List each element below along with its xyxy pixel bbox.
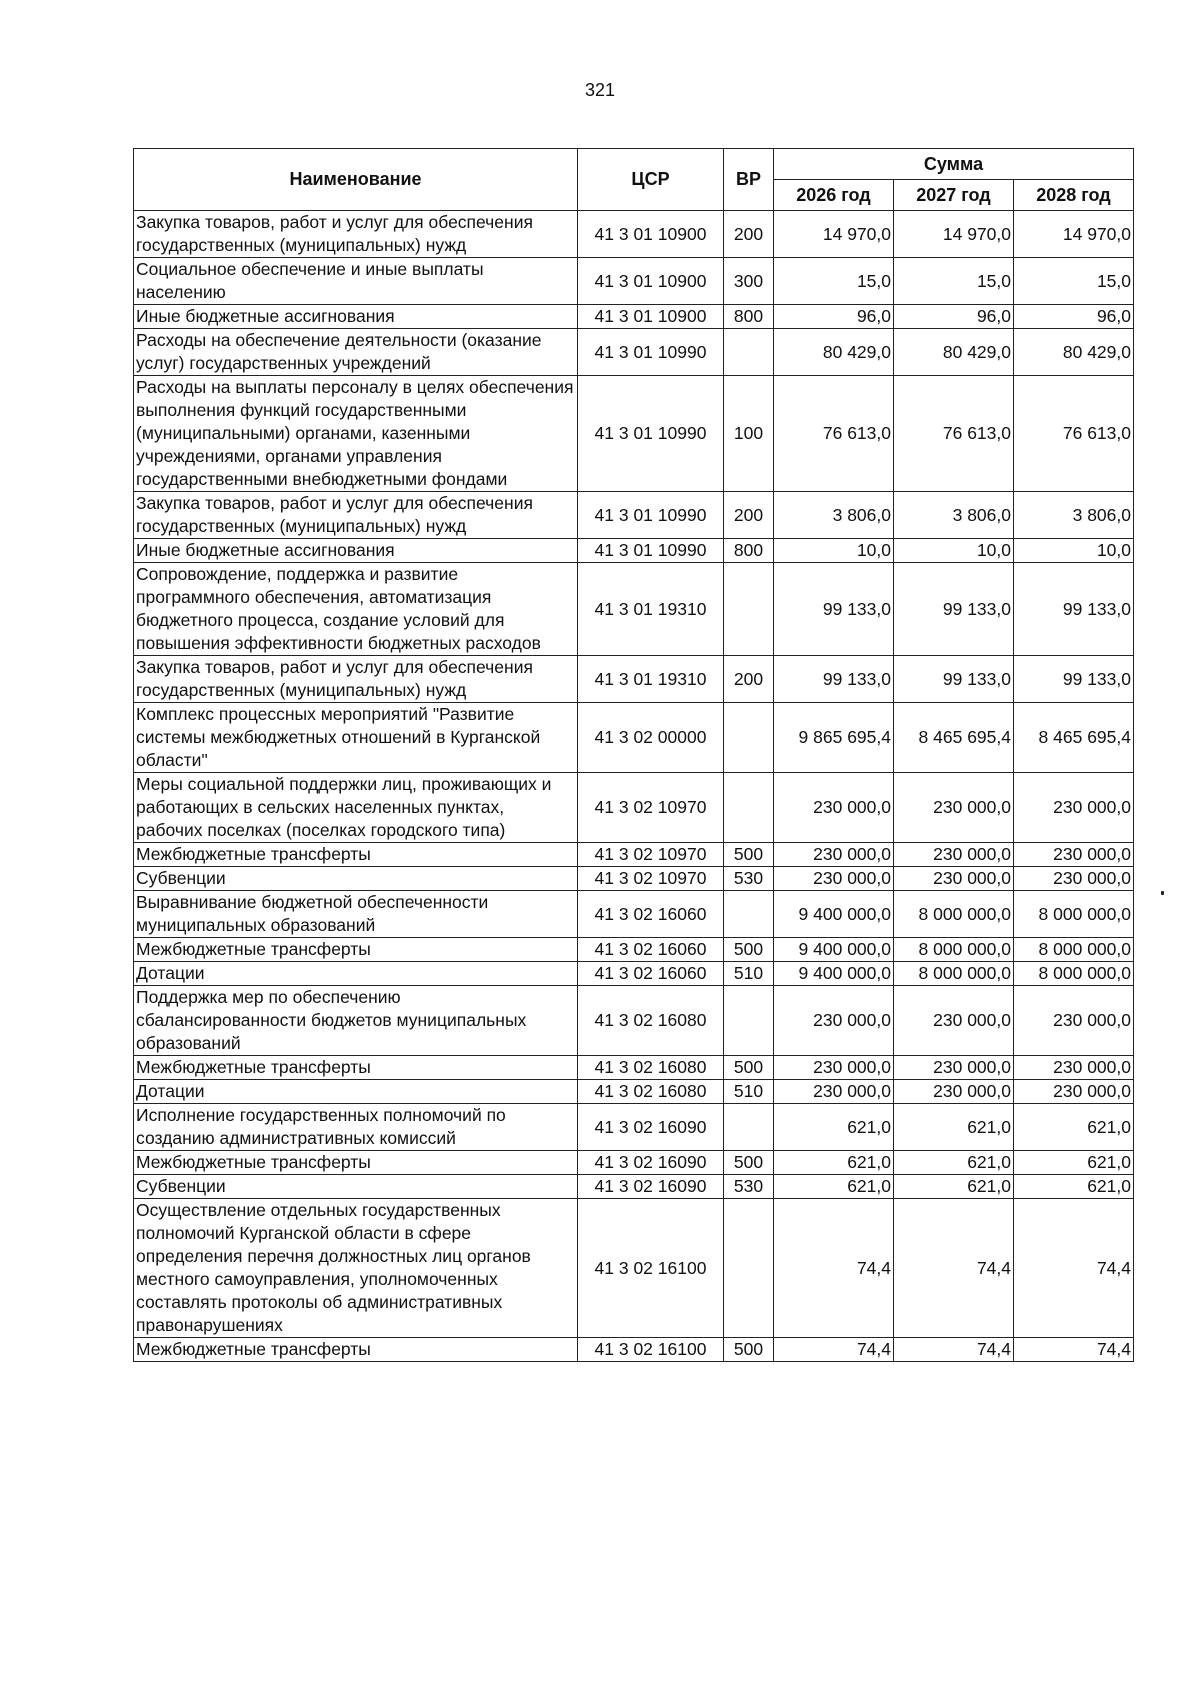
row-2028-cell: 10,0 — [1014, 539, 1134, 563]
row-name-cell: Межбюджетные трансферты — [134, 1056, 578, 1080]
row-2026-cell: 15,0 — [774, 258, 894, 305]
row-csr-cell: 41 3 02 16090 — [578, 1175, 724, 1199]
row-2026-cell: 621,0 — [774, 1151, 894, 1175]
row-2026-cell: 230 000,0 — [774, 843, 894, 867]
row-2026-cell: 9 400 000,0 — [774, 962, 894, 986]
row-2028-cell: 8 000 000,0 — [1014, 891, 1134, 938]
row-2026-cell: 230 000,0 — [774, 1056, 894, 1080]
row-2028-cell: 230 000,0 — [1014, 986, 1134, 1056]
row-csr-cell: 41 3 01 10900 — [578, 258, 724, 305]
row-2027-cell: 15,0 — [894, 258, 1014, 305]
row-2028-cell: 80 429,0 — [1014, 329, 1134, 376]
row-2026-cell: 230 000,0 — [774, 867, 894, 891]
row-csr-cell: 41 3 02 16100 — [578, 1199, 724, 1338]
row-2027-cell: 99 133,0 — [894, 563, 1014, 656]
row-csr-cell: 41 3 01 19310 — [578, 563, 724, 656]
header-year-2026: 2026 год — [774, 180, 894, 211]
row-2026-cell: 9 400 000,0 — [774, 891, 894, 938]
row-2027-cell: 76 613,0 — [894, 376, 1014, 492]
table-row — [134, 211, 1134, 258]
row-2028-cell: 230 000,0 — [1014, 773, 1134, 843]
row-csr-cell: 41 3 01 10900 — [578, 211, 724, 258]
row-2027-cell: 74,4 — [894, 1199, 1014, 1338]
row-csr-cell: 41 3 02 16100 — [578, 1338, 724, 1362]
row-csr-cell: 41 3 02 10970 — [578, 843, 724, 867]
row-name-cell: Иные бюджетные ассигнования — [134, 305, 578, 329]
row-2026-cell: 230 000,0 — [774, 1080, 894, 1104]
table-row — [134, 703, 1134, 773]
row-2027-cell: 14 970,0 — [894, 211, 1014, 258]
row-csr-cell: 41 3 02 16080 — [578, 986, 724, 1056]
row-2028-cell: 3 806,0 — [1014, 492, 1134, 539]
row-vr-cell: 500 — [724, 938, 774, 962]
row-csr-cell: 41 3 02 00000 — [578, 703, 724, 773]
budget-table — [133, 148, 1134, 1362]
row-2026-cell: 99 133,0 — [774, 563, 894, 656]
table-row — [134, 1080, 1134, 1104]
row-2027-cell: 8 000 000,0 — [894, 891, 1014, 938]
row-2027-cell: 10,0 — [894, 539, 1014, 563]
header-year-2027: 2027 год — [894, 180, 1014, 211]
row-2028-cell: 8 000 000,0 — [1014, 962, 1134, 986]
row-2027-cell: 230 000,0 — [894, 867, 1014, 891]
row-2027-cell: 230 000,0 — [894, 773, 1014, 843]
table-row — [134, 843, 1134, 867]
table-row — [134, 1151, 1134, 1175]
row-2027-cell: 230 000,0 — [894, 1080, 1014, 1104]
row-csr-cell: 41 3 01 19310 — [578, 656, 724, 703]
scan-mark — [1161, 891, 1164, 895]
row-vr-cell — [724, 1199, 774, 1338]
row-2028-cell: 8 000 000,0 — [1014, 938, 1134, 962]
row-vr-cell: 500 — [724, 843, 774, 867]
table-row — [134, 305, 1134, 329]
row-vr-cell — [724, 986, 774, 1056]
row-name-cell: Исполнение государственных полномочий по созданию административных комиссий — [134, 1104, 578, 1151]
table-row — [134, 938, 1134, 962]
row-2028-cell: 621,0 — [1014, 1104, 1134, 1151]
row-2026-cell: 621,0 — [774, 1104, 894, 1151]
row-2026-cell: 99 133,0 — [774, 656, 894, 703]
row-2028-cell: 74,4 — [1014, 1199, 1134, 1338]
row-name-cell: Закупка товаров, работ и услуг для обеспечения государственных (муниципальных) нужд — [134, 492, 578, 539]
row-2026-cell: 230 000,0 — [774, 773, 894, 843]
row-2027-cell: 96,0 — [894, 305, 1014, 329]
row-name-cell: Дотации — [134, 1080, 578, 1104]
row-2026-cell: 74,4 — [774, 1338, 894, 1362]
table-row — [134, 986, 1134, 1056]
row-2028-cell: 8 465 695,4 — [1014, 703, 1134, 773]
row-2026-cell: 14 970,0 — [774, 211, 894, 258]
row-2027-cell: 230 000,0 — [894, 986, 1014, 1056]
table-row — [134, 1175, 1134, 1199]
row-2028-cell: 230 000,0 — [1014, 867, 1134, 891]
row-name-cell: Межбюджетные трансферты — [134, 1151, 578, 1175]
table-row — [134, 539, 1134, 563]
row-csr-cell: 41 3 02 16080 — [578, 1056, 724, 1080]
row-2028-cell: 621,0 — [1014, 1175, 1134, 1199]
row-2027-cell: 8 000 000,0 — [894, 938, 1014, 962]
table-row — [134, 329, 1134, 376]
row-csr-cell: 41 3 01 10990 — [578, 539, 724, 563]
row-name-cell: Субвенции — [134, 1175, 578, 1199]
row-csr-cell: 41 3 01 10900 — [578, 305, 724, 329]
row-vr-cell: 530 — [724, 1175, 774, 1199]
row-2028-cell: 99 133,0 — [1014, 656, 1134, 703]
row-name-cell: Закупка товаров, работ и услуг для обеспечения государственных (муниципальных) нужд — [134, 656, 578, 703]
row-vr-cell: 300 — [724, 258, 774, 305]
header-name: Наименование — [134, 149, 578, 211]
row-csr-cell: 41 3 02 16060 — [578, 962, 724, 986]
row-name-cell: Комплекс процессных мероприятий "Развитие системы межбюджетных отношений в Курганской области" — [134, 703, 578, 773]
row-2028-cell: 230 000,0 — [1014, 1056, 1134, 1080]
header-vr: ВР — [724, 149, 774, 211]
row-vr-cell: 500 — [724, 1056, 774, 1080]
table-row — [134, 656, 1134, 703]
row-2028-cell: 230 000,0 — [1014, 1080, 1134, 1104]
row-name-cell: Расходы на обеспечение деятельности (оказание услуг) государственных учреждений — [134, 329, 578, 376]
table-row — [134, 258, 1134, 305]
row-2027-cell: 621,0 — [894, 1104, 1014, 1151]
row-vr-cell: 530 — [724, 867, 774, 891]
row-2027-cell: 230 000,0 — [894, 843, 1014, 867]
row-2026-cell: 621,0 — [774, 1175, 894, 1199]
row-vr-cell: 100 — [724, 376, 774, 492]
row-2026-cell: 74,4 — [774, 1199, 894, 1338]
row-2028-cell: 76 613,0 — [1014, 376, 1134, 492]
row-vr-cell: 500 — [724, 1338, 774, 1362]
row-2028-cell: 99 133,0 — [1014, 563, 1134, 656]
table-row — [134, 773, 1134, 843]
row-2027-cell: 621,0 — [894, 1151, 1014, 1175]
row-vr-cell: 200 — [724, 492, 774, 539]
row-vr-cell — [724, 563, 774, 656]
table-row — [134, 1056, 1134, 1080]
row-name-cell: Межбюджетные трансферты — [134, 1338, 578, 1362]
row-2027-cell: 99 133,0 — [894, 656, 1014, 703]
row-2027-cell: 8 000 000,0 — [894, 962, 1014, 986]
row-csr-cell: 41 3 02 16080 — [578, 1080, 724, 1104]
header-row — [134, 149, 1134, 180]
table-row — [134, 1104, 1134, 1151]
row-csr-cell: 41 3 01 10990 — [578, 376, 724, 492]
row-vr-cell: 800 — [724, 305, 774, 329]
row-2028-cell: 74,4 — [1014, 1338, 1134, 1362]
table-row — [134, 1338, 1134, 1362]
row-name-cell: Социальное обеспечение и иные выплаты населению — [134, 258, 578, 305]
row-vr-cell: 510 — [724, 1080, 774, 1104]
row-2026-cell: 9 865 695,4 — [774, 703, 894, 773]
row-2026-cell: 96,0 — [774, 305, 894, 329]
row-2028-cell: 14 970,0 — [1014, 211, 1134, 258]
row-2027-cell: 621,0 — [894, 1175, 1014, 1199]
table-row — [134, 376, 1134, 492]
row-vr-cell — [724, 891, 774, 938]
row-vr-cell: 800 — [724, 539, 774, 563]
row-2026-cell: 76 613,0 — [774, 376, 894, 492]
table-row — [134, 563, 1134, 656]
row-2028-cell: 96,0 — [1014, 305, 1134, 329]
row-csr-cell: 41 3 02 16060 — [578, 891, 724, 938]
table-body — [134, 211, 1134, 1362]
row-name-cell: Сопровождение, поддержка и развитие программного обеспечения, автоматизация бюджетного процесса, создание условий для повышения эффективности бюджетных расходов — [134, 563, 578, 656]
row-2028-cell: 621,0 — [1014, 1151, 1134, 1175]
header-sum: Сумма — [774, 149, 1134, 180]
row-csr-cell: 41 3 02 10970 — [578, 773, 724, 843]
page-number: 321 — [584, 80, 616, 100]
row-2027-cell: 8 465 695,4 — [894, 703, 1014, 773]
row-csr-cell: 41 3 02 16090 — [578, 1104, 724, 1151]
row-name-cell: Меры социальной поддержки лиц, проживающих и работающих в сельских населенных пунктах, рабочих поселках (поселках городского типа) — [134, 773, 578, 843]
row-2027-cell: 230 000,0 — [894, 1056, 1014, 1080]
table-row — [134, 962, 1134, 986]
table-row — [134, 891, 1134, 938]
row-2027-cell: 80 429,0 — [894, 329, 1014, 376]
header-csr: ЦСР — [578, 149, 724, 211]
header-year-2028: 2028 год — [1014, 180, 1134, 211]
row-name-cell: Субвенции — [134, 867, 578, 891]
row-vr-cell — [724, 773, 774, 843]
row-csr-cell: 41 3 02 16090 — [578, 1151, 724, 1175]
row-name-cell: Межбюджетные трансферты — [134, 938, 578, 962]
row-2026-cell: 10,0 — [774, 539, 894, 563]
row-csr-cell: 41 3 02 16060 — [578, 938, 724, 962]
row-name-cell: Выравнивание бюджетной обеспеченности муниципальных образований — [134, 891, 578, 938]
row-vr-cell: 200 — [724, 211, 774, 258]
row-name-cell: Поддержка мер по обеспечению сбалансированности бюджетов муниципальных образований — [134, 986, 578, 1056]
row-vr-cell — [724, 703, 774, 773]
row-name-cell: Осуществление отдельных государственных полномочий Курганской области в сфере определения перечня должностных лиц органов местного самоуправления, уполномоченных составлять протоколы об административных правонарушениях — [134, 1199, 578, 1338]
row-vr-cell: 200 — [724, 656, 774, 703]
row-name-cell: Закупка товаров, работ и услуг для обеспечения государственных (муниципальных) нужд — [134, 211, 578, 258]
row-2026-cell: 80 429,0 — [774, 329, 894, 376]
row-2026-cell: 230 000,0 — [774, 986, 894, 1056]
table-row — [134, 867, 1134, 891]
row-name-cell: Расходы на выплаты персоналу в целях обеспечения выполнения функций государственными (муниципальными) органами, казенными учреждениями, органами управления государственными внебюджетными фондами — [134, 376, 578, 492]
row-2026-cell: 9 400 000,0 — [774, 938, 894, 962]
row-vr-cell: 510 — [724, 962, 774, 986]
row-2027-cell: 3 806,0 — [894, 492, 1014, 539]
row-2028-cell: 15,0 — [1014, 258, 1134, 305]
row-vr-cell — [724, 329, 774, 376]
row-vr-cell: 500 — [724, 1151, 774, 1175]
row-name-cell: Дотации — [134, 962, 578, 986]
row-2027-cell: 74,4 — [894, 1338, 1014, 1362]
row-name-cell: Иные бюджетные ассигнования — [134, 539, 578, 563]
row-csr-cell: 41 3 01 10990 — [578, 492, 724, 539]
row-2028-cell: 230 000,0 — [1014, 843, 1134, 867]
row-name-cell: Межбюджетные трансферты — [134, 843, 578, 867]
row-csr-cell: 41 3 01 10990 — [578, 329, 724, 376]
row-2026-cell: 3 806,0 — [774, 492, 894, 539]
table-row — [134, 1199, 1134, 1338]
table-row — [134, 492, 1134, 539]
row-vr-cell — [724, 1104, 774, 1151]
row-csr-cell: 41 3 02 10970 — [578, 867, 724, 891]
